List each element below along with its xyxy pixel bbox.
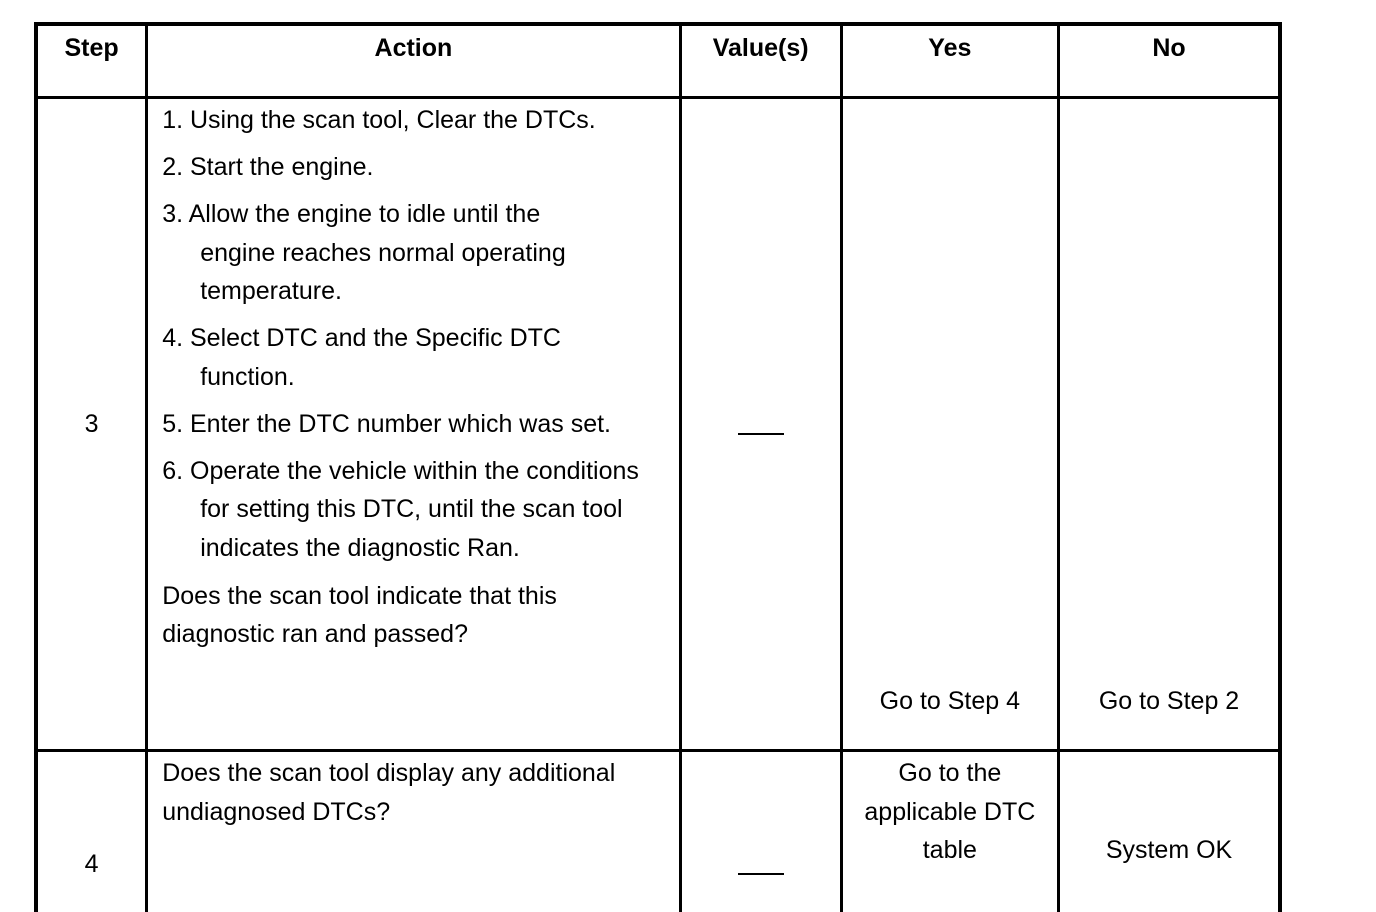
header-action: Action <box>147 24 680 98</box>
header-step: Step <box>36 24 147 98</box>
no-outcome: Go to Step 2 <box>1059 98 1280 751</box>
action-question: Does the scan tool display any additional undiagnosed DTCs? <box>162 759 616 826</box>
empty-value-dash <box>738 873 784 875</box>
yes-outcome: Go to Step 4 <box>841 98 1058 751</box>
header-values: Value(s) <box>680 24 841 98</box>
no-outcome: System OK <box>1059 751 1280 912</box>
value-cell <box>680 751 841 912</box>
header-no: No <box>1059 24 1280 98</box>
action-steps-list <box>162 99 678 567</box>
table-row <box>36 751 1280 912</box>
action-step: 4. Select DTC and the Specific DTC function. <box>162 324 561 391</box>
yes-outcome <box>841 751 1058 912</box>
yes-outcome-text: Go to the applicable DTC table <box>864 759 1036 865</box>
action-step: 2. Start the engine. <box>162 152 374 181</box>
action-cell <box>147 751 680 912</box>
action-step: 6. Operate the vehicle within the conditions for setting this DTC, until the scan tool indicates the diagnostic Ran. <box>162 456 639 562</box>
action-step: 5. Enter the DTC number which was set. <box>162 409 611 438</box>
diagnostic-table <box>34 22 1282 912</box>
step-number: 4 <box>36 751 147 912</box>
action-cell <box>147 98 680 751</box>
action-step: 1. Using the scan tool, Clear the DTCs. <box>162 106 596 134</box>
header-yes: Yes <box>841 24 1058 98</box>
table-row <box>36 98 1280 751</box>
value-cell <box>680 98 841 751</box>
action-step: 3. Allow the engine to idle until the engine reaches normal operating temperature. <box>162 199 566 306</box>
action-question: Does the scan tool indicate that this diagnostic ran and passed? <box>162 581 557 649</box>
empty-value-dash <box>738 433 784 435</box>
step-number: 3 <box>36 98 147 751</box>
header-row <box>36 24 1280 98</box>
